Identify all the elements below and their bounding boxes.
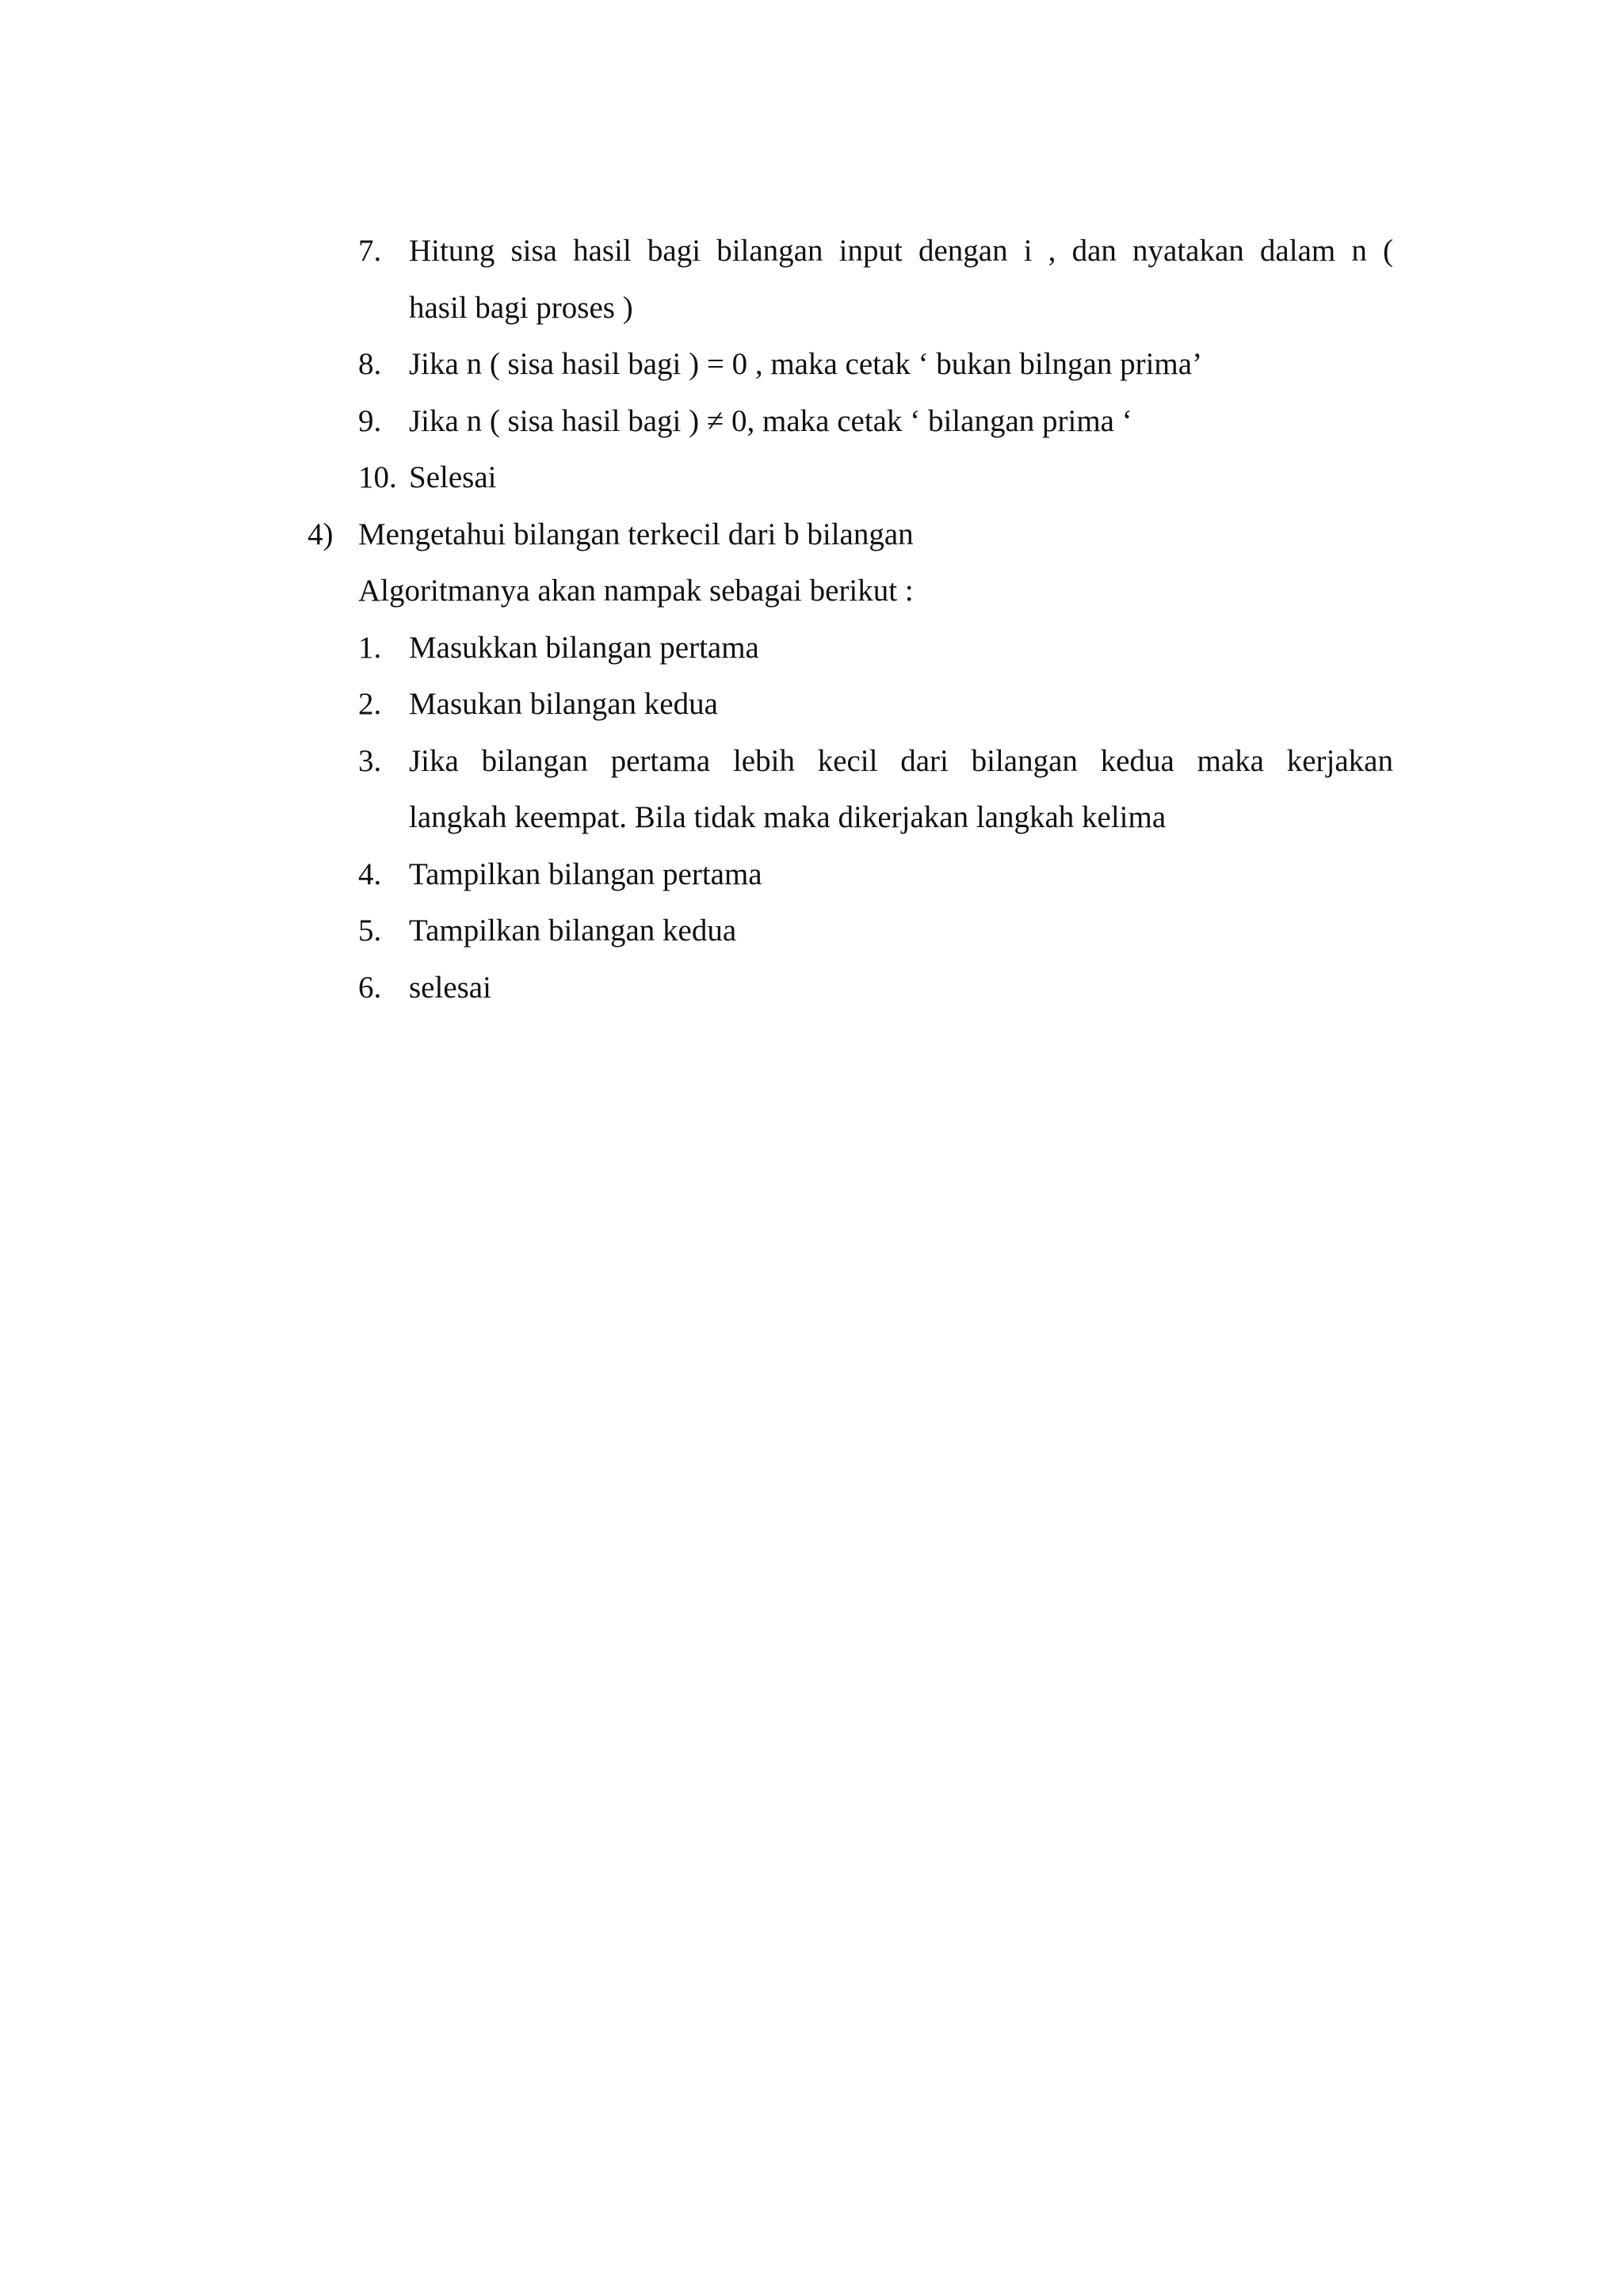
list-item-text: Selesai [409,460,497,494]
list-item-number: 10. [358,460,397,494]
list-item-text: Hitung sisa hasil bagi bilangan input dengan i , dan nyatakan dalam n ( [409,234,1393,268]
list-item-text: Tampilkan bilangan pertama [409,856,762,891]
list-item-4 [0,846,1623,903]
section-4-intro [0,563,1623,620]
section-4-heading [0,506,1623,563]
list-item-text: Tampilkan bilangan kedua [409,913,737,948]
list-item-text: langkah keempat. Bila tidak maka dikerjakan langkah kelima [409,800,1167,834]
list-item-number: 1. [358,630,382,665]
list-item-text: selesai [409,970,491,1005]
list-item-text: hasil bagi proses ) [409,290,633,325]
list-item-number: 8. [358,347,382,381]
list-item-2 [0,676,1623,733]
list-item-7 [0,223,1623,280]
list-item-text: Jika n ( sisa hasil bagi ) ≠ 0, maka cetak ‘ bilangan prima ‘ [409,403,1132,438]
list-item-text: Jika n ( sisa hasil bagi ) = 0 , maka cetak ‘ bukan bilngan prima’ [409,347,1203,381]
section-intro-text: Algoritmanya akan nampak sebagai berikut : [358,574,914,608]
list-item-1 [0,620,1623,677]
list-item-number: 6. [358,970,382,1005]
list-item-number: 5. [358,913,382,948]
section-heading-text: Mengetahui bilangan terkecil dari b bilangan [358,517,914,551]
list-item-9 [0,393,1623,450]
list-item-number: 3. [358,743,382,778]
section-number: 4) [307,517,334,551]
list-item-number: 7. [358,234,382,268]
list-item-3-continuation [0,789,1623,846]
list-item-text: Jika bilangan pertama lebih kecil dari bilangan kedua maka kerjakan [409,743,1393,778]
list-item-10 [0,449,1623,506]
list-item-5 [0,902,1623,959]
list-item-number: 2. [358,687,382,721]
list-item-text: Masukkan bilangan pertama [409,630,759,665]
list-item-7-continuation [0,280,1623,337]
list-item-8 [0,336,1623,393]
list-item-3 [0,733,1623,790]
list-item-number: 4. [358,856,382,891]
list-item-text: Masukan bilangan kedua [409,687,718,721]
document-body [0,223,1623,1016]
list-item-6 [0,959,1623,1016]
list-item-number: 9. [358,403,382,438]
